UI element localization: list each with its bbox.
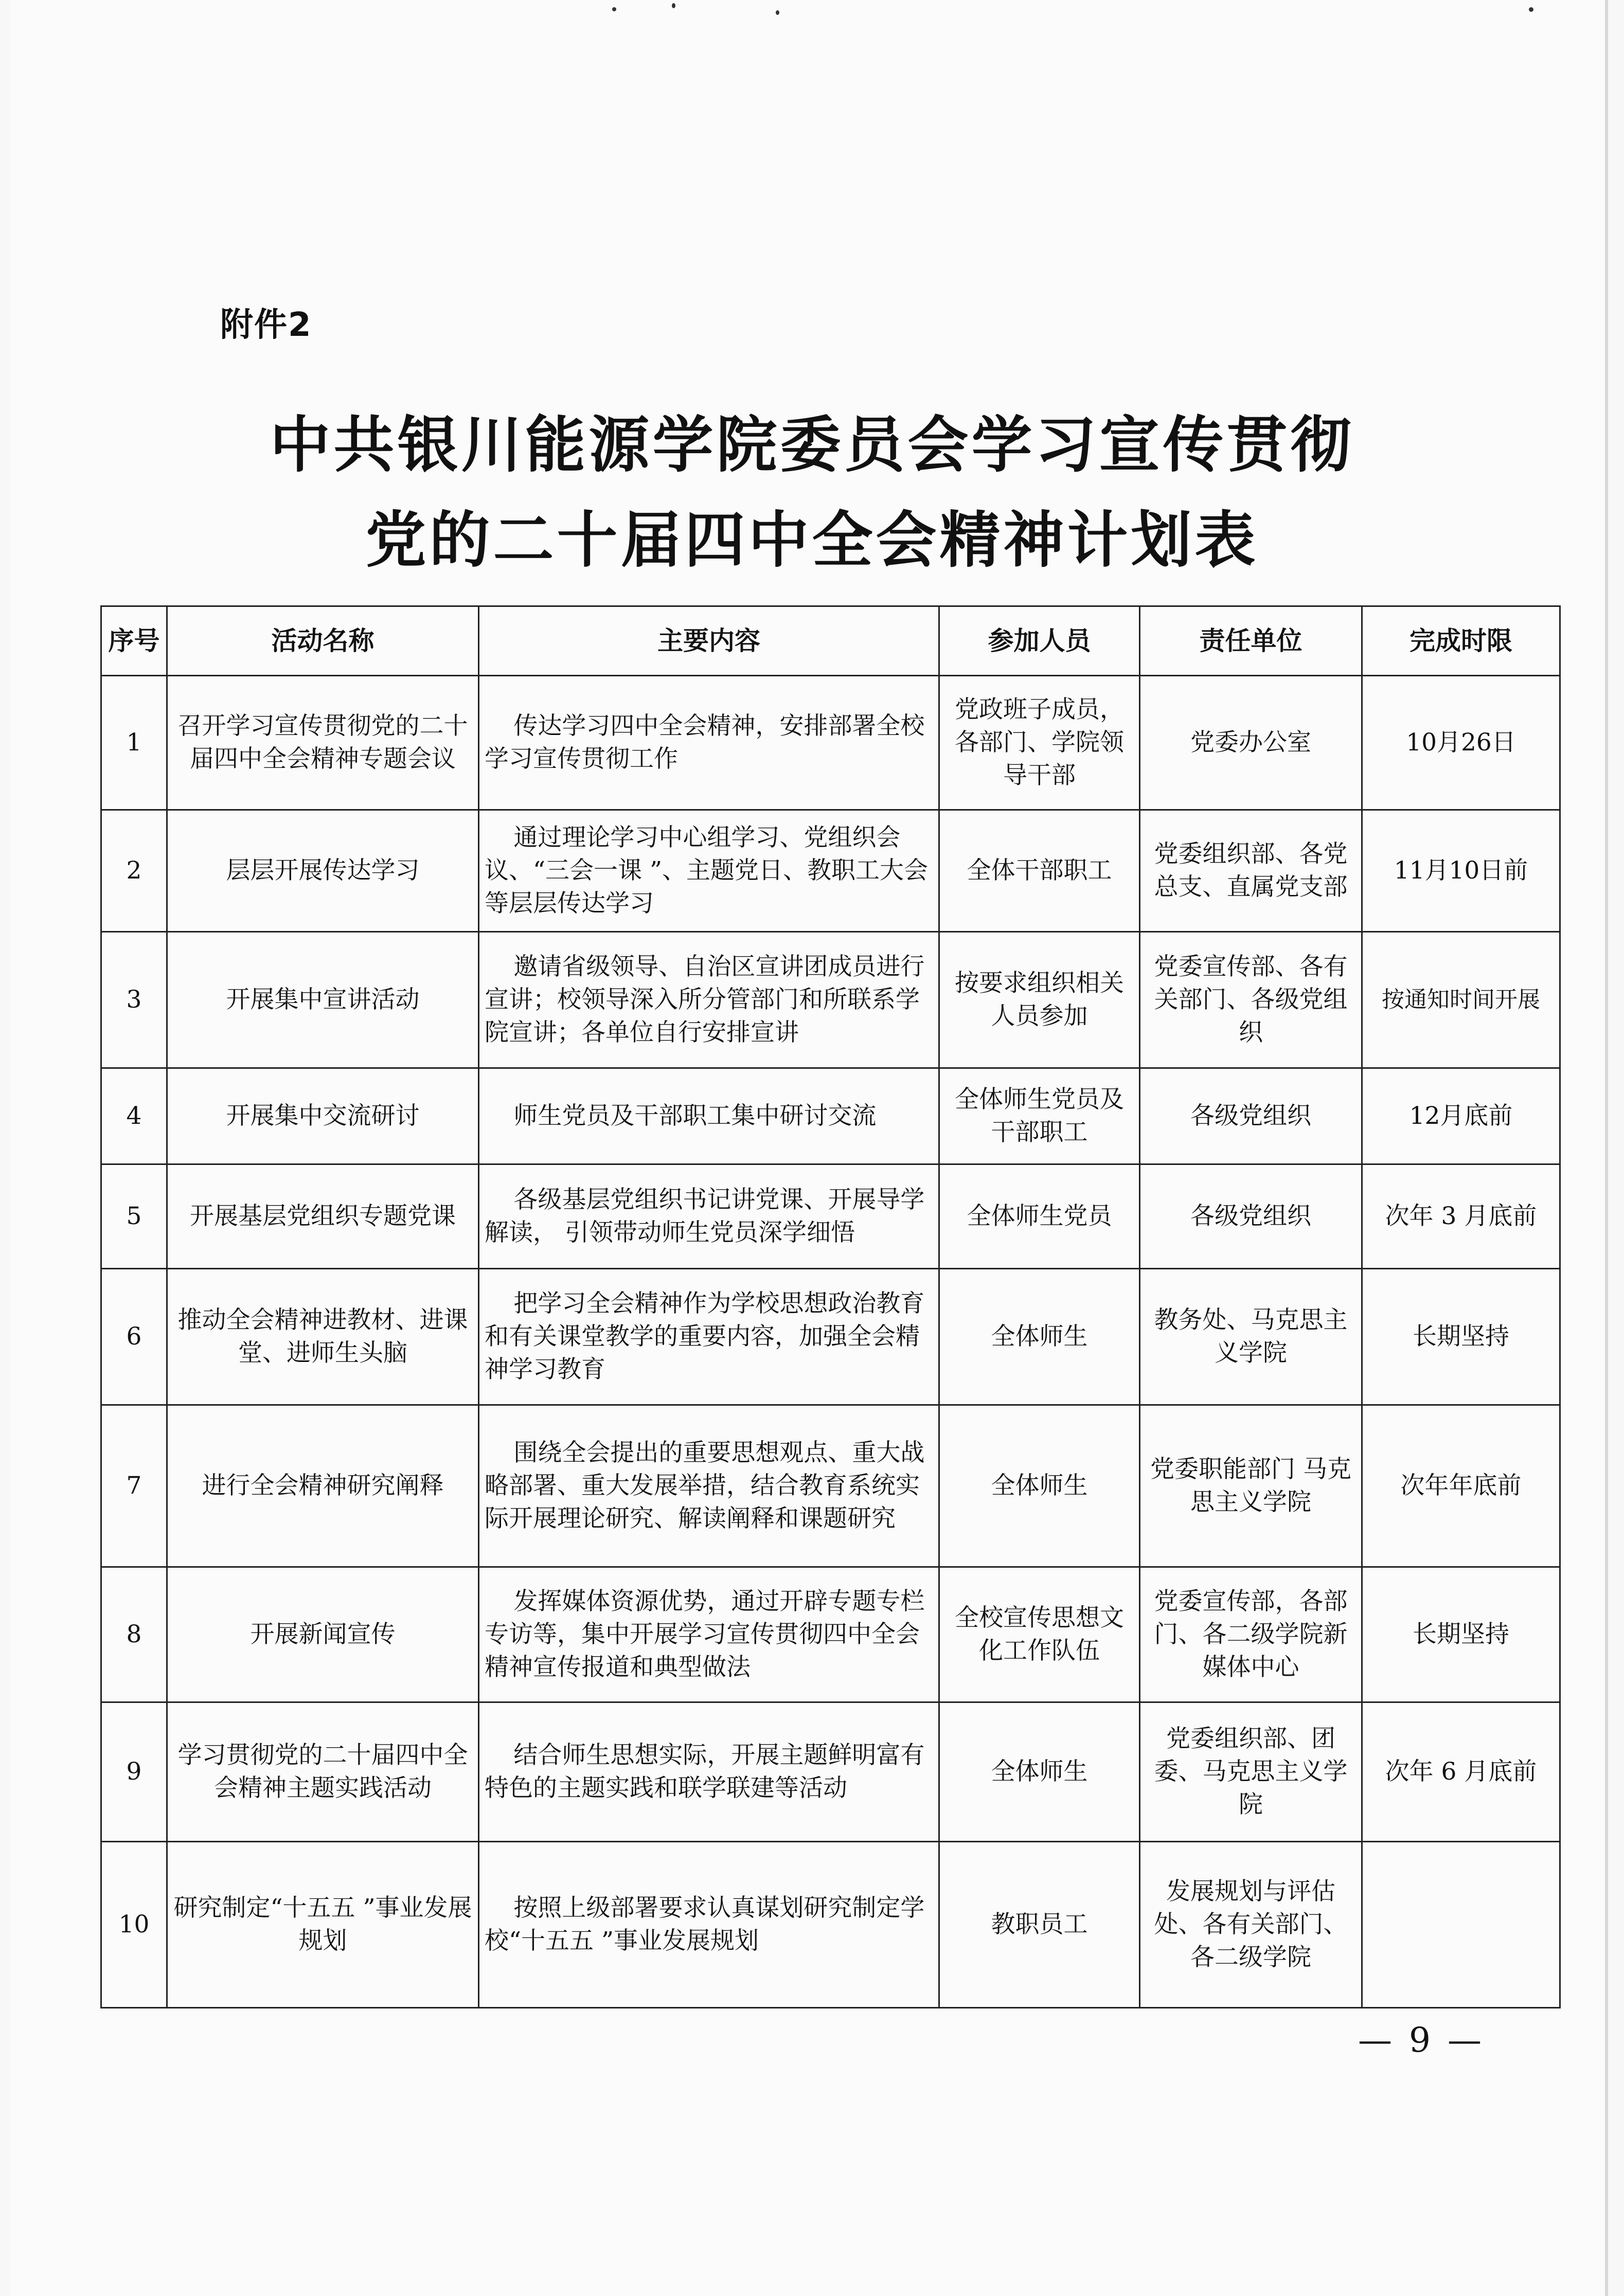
- cell-participants: 党政班子成员，各部门、学院领导干部: [939, 676, 1140, 810]
- cell-responsible: 各级党组织: [1140, 1068, 1362, 1164]
- cell-activity: 进行全会精神研究阐释: [167, 1405, 479, 1567]
- cell-activity: 开展集中宣讲活动: [167, 932, 479, 1068]
- header-index: 序号: [101, 606, 167, 676]
- cell-participants: 教职员工: [939, 1842, 1140, 2008]
- cell-index: 2: [101, 810, 167, 932]
- cell-responsible: 党委组织部、各党总支、直属党支部: [1140, 810, 1362, 932]
- cell-content: 结合师生思想实际，开展主题鲜明富有特色的主题实践和联学联建等活动: [479, 1702, 939, 1842]
- cell-responsible: 党委职能部门 马克思主义学院: [1140, 1405, 1362, 1567]
- cell-content: 通过理论学习中心组学习、党组织会议、“三会一课 ”、主题党日、教职工大会等层层传达学习: [479, 810, 939, 932]
- table-row: [101, 1702, 1560, 1842]
- cell-activity: 开展新闻宣传: [167, 1567, 479, 1702]
- cell-deadline: 12月底前: [1362, 1068, 1560, 1164]
- scan-speck: [776, 10, 779, 15]
- cell-content: 发挥媒体资源优势，通过开辟专题专栏专访等，集中开展学习宣传贯彻四中全会精神宣传报道和典型做法: [479, 1567, 939, 1702]
- table-row: [101, 1405, 1560, 1567]
- cell-responsible: 党委宣传部、各有关部门、各级党组织: [1140, 932, 1362, 1068]
- cell-activity: 层层开展传达学习: [167, 810, 479, 932]
- header-activity: 活动名称: [167, 606, 479, 676]
- cell-activity: 开展集中交流研讨: [167, 1068, 479, 1164]
- table-row: [101, 1269, 1560, 1405]
- cell-content: 把学习全会精神作为学校思想政治教育和有关课堂教学的重要内容，加强全会精神学习教育: [479, 1269, 939, 1405]
- cell-activity: 开展基层党组织专题党课: [167, 1164, 479, 1269]
- cell-deadline: 按通知时间开展: [1362, 932, 1560, 1068]
- table-row: [101, 1164, 1560, 1269]
- cell-deadline: 次年 6 月底前: [1362, 1702, 1560, 1842]
- cell-deadline: 10月26日: [1362, 676, 1560, 810]
- cell-deadline: 长期坚持: [1362, 1269, 1560, 1405]
- cell-deadline: [1362, 1842, 1560, 2008]
- cell-index: 10: [101, 1842, 167, 2008]
- header-participants: 参加人员: [939, 606, 1140, 676]
- cell-activity: 研究制定“十五五 ”事业发展规划: [167, 1842, 479, 2008]
- cell-index: 8: [101, 1567, 167, 1702]
- scan-speck: [672, 3, 675, 8]
- table-row: [101, 1842, 1560, 2008]
- cell-content: 师生党员及干部职工集中研讨交流: [479, 1068, 939, 1164]
- cell-deadline: 次年年底前: [1362, 1405, 1560, 1567]
- table-header-row: [101, 606, 1560, 676]
- cell-responsible: 党委组织部、团委、马克思主义学院: [1140, 1702, 1362, 1842]
- cell-deadline: 11月10日前: [1362, 810, 1560, 932]
- cell-content: 邀请省级领导、自治区宣讲团成员进行宣讲；校领导深入所分管部门和所联系学院宣讲；各单位自行安排宣讲: [479, 932, 939, 1068]
- cell-content: 围绕全会提出的重要思想观点、重大战略部署、重大发展举措，结合教育系统实际开展理论研究、解读阐释和课题研究: [479, 1405, 939, 1567]
- cell-index: 7: [101, 1405, 167, 1567]
- plan-table: [100, 605, 1561, 2008]
- cell-responsible: 发展规划与评估处、各有关部门、各二级学院: [1140, 1842, 1362, 2008]
- cell-deadline: 长期坚持: [1362, 1567, 1560, 1702]
- cell-index: 5: [101, 1164, 167, 1269]
- cell-participants: 全体师生党员: [939, 1164, 1140, 1269]
- document-title-line-1: 中共银川能源学院委员会学习宣传贯彻: [270, 409, 1354, 480]
- cell-index: 1: [101, 676, 167, 810]
- cell-participants: 全校宣传思想文化工作队伍: [939, 1567, 1140, 1702]
- scan-speck: [612, 7, 616, 11]
- cell-participants: 全体师生: [939, 1702, 1140, 1842]
- cell-participants: 按要求组织相关人员参加: [939, 932, 1140, 1068]
- cell-index: 4: [101, 1068, 167, 1164]
- cell-content: 传达学习四中全会精神，安排部署全校学习宣传贯彻工作: [479, 676, 939, 810]
- cell-participants: 全体师生: [939, 1405, 1140, 1567]
- header-deadline: 完成时限: [1362, 606, 1560, 676]
- cell-participants: 全体师生: [939, 1269, 1140, 1405]
- cell-participants: 全体干部职工: [939, 810, 1140, 932]
- table-row: [101, 1068, 1560, 1164]
- table-row: [101, 1567, 1560, 1702]
- header-content: 主要内容: [479, 606, 939, 676]
- page-number: — 9 —: [1358, 2020, 1485, 2060]
- cell-deadline: 次年 3 月底前: [1362, 1164, 1560, 1269]
- header-responsible: 责任单位: [1140, 606, 1362, 676]
- cell-content: 按照上级部署要求认真谋划研究制定学校“十五五 ”事业发展规划: [479, 1842, 939, 2008]
- cell-activity: 召开学习宣传贯彻党的二十届四中全会精神专题会议: [167, 676, 479, 810]
- scan-speck: [1529, 7, 1533, 12]
- cell-activity: 推动全会精神进教材、进课堂、进师生头脑: [167, 1269, 479, 1405]
- cell-responsible: 党委宣传部，各部门、各二级学院新媒体中心: [1140, 1567, 1362, 1702]
- cell-responsible: 各级党组织: [1140, 1164, 1362, 1269]
- cell-participants: 全体师生党员及干部职工: [939, 1068, 1140, 1164]
- cell-index: 3: [101, 932, 167, 1068]
- table-row: [101, 810, 1560, 932]
- cell-responsible: 教务处、马克思主义学院: [1140, 1269, 1362, 1405]
- cell-activity: 学习贯彻党的二十届四中全会精神主题实践活动: [167, 1702, 479, 1842]
- cell-index: 9: [101, 1702, 167, 1842]
- cell-responsible: 党委办公室: [1140, 676, 1362, 810]
- attachment-label: 附件2: [220, 306, 312, 344]
- cell-index: 6: [101, 1269, 167, 1405]
- document-title-line-2: 党的二十届四中全会精神计划表: [365, 505, 1259, 576]
- cell-content: 各级基层党组织书记讲党课、开展导学解读， 引领带动师生党员深学细悟: [479, 1164, 939, 1269]
- table-row: [101, 676, 1560, 810]
- table-row: [101, 932, 1560, 1068]
